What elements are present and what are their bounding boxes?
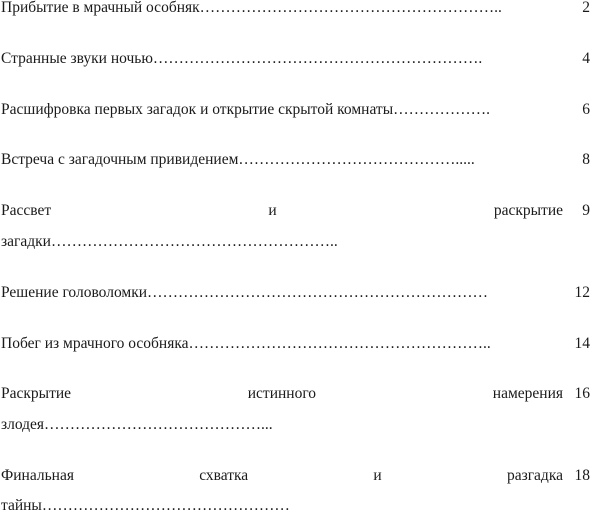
toc-entry-title-continuation: тайны………………………………………… (1, 497, 290, 514)
toc-entry-word: Раскрытие (1, 385, 72, 402)
toc-entry-title: Странные звуки ночью………………………………………………………. (1, 50, 483, 67)
toc-entry-page: 12 (574, 284, 590, 301)
toc-entry-word: и (373, 467, 382, 484)
toc-entry-page: 14 (574, 335, 590, 352)
toc-entry-word: разгадка (506, 467, 563, 484)
toc-entry-title (1, 384, 563, 404)
toc-entry-word: истинного (247, 385, 317, 402)
toc-entry-page: 6 (582, 101, 590, 118)
toc-entry-title-continuation: злодея……………………………………... (1, 416, 273, 433)
toc-entry-title (1, 201, 563, 221)
toc-entry-page: 8 (582, 151, 590, 168)
toc-entry-page: 4 (582, 50, 590, 67)
toc-entry-title: Расшифровка первых загадок и открытие скрытой комнаты………………. (1, 101, 490, 118)
toc-entry-page: 16 (574, 385, 590, 402)
toc-entry-title-continuation: загадки……………………………………………….. (1, 233, 338, 250)
toc-entry-title: Побег из мрачного особняка………………………………………………….. (1, 335, 491, 352)
toc-entry-word: намерения (492, 385, 563, 402)
toc-entry-word: и (268, 202, 277, 219)
toc-entry-word: схватка (199, 467, 249, 484)
toc-entry-page: 2 (582, 0, 590, 16)
toc-entry-word: Финальная (1, 467, 74, 484)
toc-entry-title: Решение головоломки………………………………………………………… (1, 284, 489, 301)
toc-entry-title: Встреча с загадочным привидением……………………………………..... (1, 151, 475, 168)
toc-entry-page: 9 (582, 202, 590, 219)
toc-entry-title (1, 466, 563, 486)
toc-entry-word: раскрытие (493, 202, 563, 219)
toc-entry-title: Прибытие в мрачный особняк………………………………………………….. (1, 0, 502, 16)
toc-entry-page: 18 (574, 467, 590, 484)
toc-entry-word: Рассвет (1, 202, 52, 219)
